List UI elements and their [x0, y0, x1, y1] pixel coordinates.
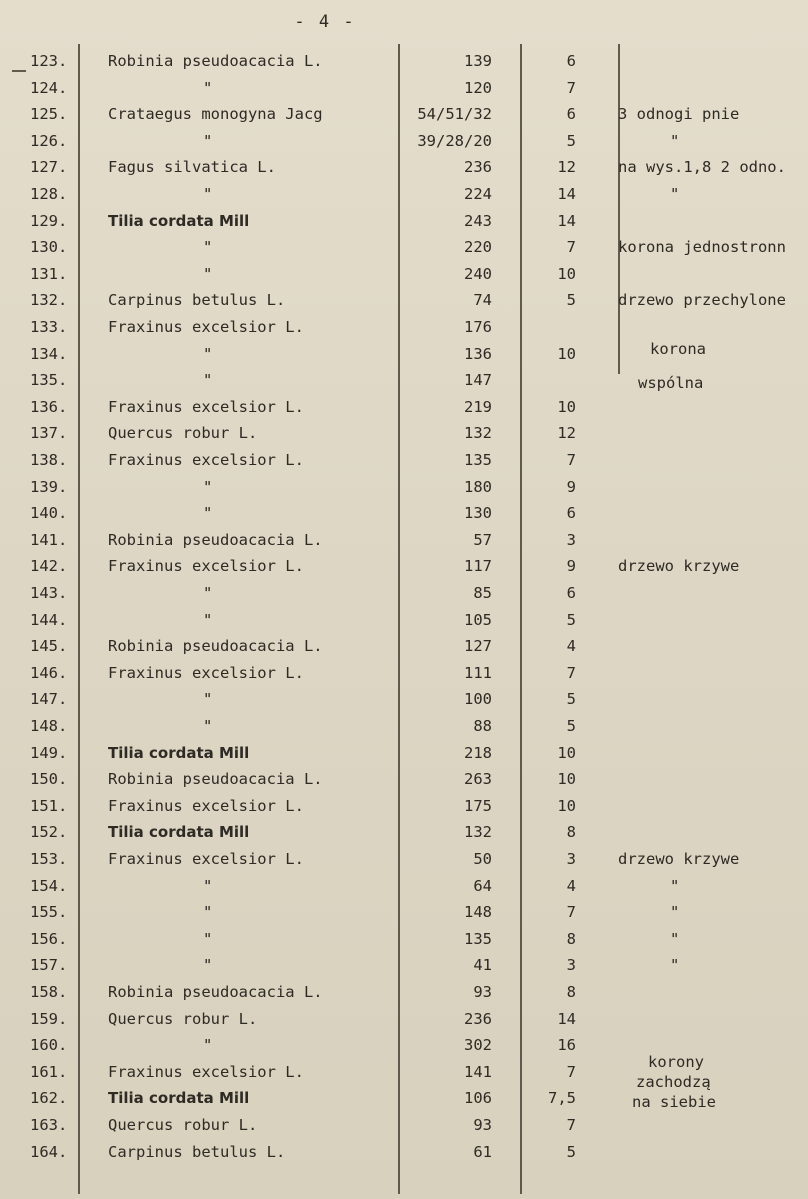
circumference: 132	[464, 424, 492, 443]
row-number: 130.	[30, 238, 68, 257]
table-row	[0, 265, 808, 291]
species-name: "	[203, 903, 213, 922]
row-number: 138.	[30, 451, 68, 469]
table-row	[0, 983, 808, 1009]
row-number: 157.	[30, 956, 68, 975]
tree-height: 7	[566, 1062, 576, 1081]
tree-height: 5	[566, 690, 576, 709]
circumference: 176	[464, 318, 492, 336]
species-name: Fraxinus excelsior L.	[108, 796, 304, 815]
species-name: Fraxinus excelsior L.	[108, 397, 304, 416]
circumference: 106	[464, 1089, 492, 1108]
species-name: "	[203, 344, 213, 363]
table-row	[0, 930, 808, 956]
species-name: Fraxinus excelsior L.	[108, 1062, 304, 1081]
table-row	[0, 238, 808, 264]
species-name: Carpinus betulus L.	[108, 1142, 286, 1161]
remark: "	[670, 903, 680, 922]
species-name: "	[203, 185, 213, 203]
tree-height: 4	[566, 876, 576, 895]
row-number: 125.	[30, 105, 68, 124]
species-name: Tilia cordata Mill	[108, 823, 250, 842]
species-name: Quercus robur L.	[108, 1009, 258, 1028]
circumference: 139	[464, 52, 492, 70]
species-name: Robinia pseudoacacia L.	[108, 530, 323, 549]
table-row	[0, 451, 808, 477]
species-name: "	[203, 876, 213, 895]
row-number: 142.	[30, 557, 68, 576]
table-row	[0, 637, 808, 663]
circumference: 120	[464, 78, 492, 97]
circumference: 220	[464, 238, 492, 257]
row-number: 140.	[30, 504, 68, 523]
row-number: 137.	[30, 424, 68, 443]
tree-height: 7,5	[548, 1089, 576, 1108]
row-number: 139.	[30, 477, 68, 496]
row-number: 128.	[30, 185, 68, 203]
circumference: 64	[473, 876, 492, 895]
table-row	[0, 424, 808, 450]
table-row	[0, 744, 808, 770]
table-row	[0, 291, 808, 317]
circumference: 302	[464, 1036, 492, 1055]
tree-height: 8	[566, 823, 576, 842]
species-name: "	[203, 584, 213, 602]
table-row	[0, 105, 808, 131]
table-row	[0, 664, 808, 690]
species-name: Fagus silvatica L.	[108, 158, 276, 177]
circumference: 135	[464, 929, 492, 948]
circumference: 243	[464, 211, 492, 230]
table-row	[0, 823, 808, 849]
tree-height: 10	[557, 344, 576, 363]
note-line: korony	[648, 1053, 704, 1071]
remark: "	[670, 131, 680, 150]
circumference: 105	[464, 610, 492, 629]
row-number: 124.	[30, 78, 68, 97]
row-number: 162.	[30, 1089, 68, 1108]
row-number: 145.	[30, 637, 68, 656]
remark: "	[670, 876, 680, 895]
species-name: "	[203, 717, 213, 735]
species-name: Tilia cordata Mill	[108, 211, 250, 230]
table-row	[0, 903, 808, 929]
circumference: 236	[464, 1009, 492, 1028]
row-number: 152.	[30, 823, 68, 842]
tree-height: 16	[557, 1036, 576, 1055]
row-number: 129.	[30, 211, 68, 230]
row-number: 132.	[30, 291, 68, 310]
species-name: Robinia pseudoacacia L.	[108, 52, 323, 70]
tree-height: 6	[566, 584, 576, 602]
circumference: 148	[464, 903, 492, 922]
table-row	[0, 531, 808, 557]
table-row	[0, 132, 808, 158]
row-number: 151.	[30, 796, 68, 815]
circumference: 236	[464, 158, 492, 177]
circumference: 54/51/32	[417, 105, 492, 124]
row-number: 159.	[30, 1009, 68, 1028]
row-number: 163.	[30, 1116, 68, 1134]
circumference: 180	[464, 477, 492, 496]
species-name: Tilia cordata Mill	[108, 1089, 250, 1108]
row-number: 156.	[30, 929, 68, 948]
circumference: 263	[464, 770, 492, 789]
species-name: Robinia pseudoacacia L.	[108, 983, 323, 1001]
species-name: "	[203, 690, 213, 709]
circumference: 132	[464, 823, 492, 842]
circumference: 39/28/20	[417, 131, 492, 150]
circumference: 100	[464, 690, 492, 709]
table-row	[0, 504, 808, 530]
table-row	[0, 877, 808, 903]
circumference: 57	[473, 530, 492, 549]
tree-height: 12	[557, 158, 576, 177]
tree-height: 10	[557, 796, 576, 815]
species-name: "	[203, 929, 213, 948]
table-row	[0, 797, 808, 823]
species-name: Fraxinus excelsior L.	[108, 663, 304, 682]
table-row	[0, 158, 808, 184]
tree-height: 7	[566, 78, 576, 97]
tree-height: 12	[557, 424, 576, 443]
tree-height: 3	[566, 956, 576, 975]
circumference: 175	[464, 796, 492, 815]
species-name: Tilia cordata Mill	[108, 743, 250, 762]
tree-height: 6	[566, 105, 576, 124]
tree-height: 9	[566, 557, 576, 576]
tree-height: 7	[566, 1116, 576, 1134]
circumference: 111	[464, 663, 492, 682]
row-number: 133.	[30, 318, 68, 336]
remark: drzewo krzywe	[618, 557, 740, 576]
circumference: 127	[464, 637, 492, 656]
table-row	[0, 557, 808, 583]
row-number: 161.	[30, 1062, 68, 1081]
species-name: "	[203, 504, 213, 523]
row-number: 123.	[30, 52, 68, 70]
tree-height: 6	[566, 52, 576, 70]
table-row	[0, 584, 808, 610]
row-number: 147.	[30, 690, 68, 709]
tree-height: 10	[557, 264, 576, 283]
tree-height: 7	[566, 238, 576, 257]
table-row	[0, 956, 808, 982]
species-name: "	[203, 78, 213, 97]
circumference: 93	[473, 1116, 492, 1134]
circumference: 240	[464, 264, 492, 283]
row-number: 153.	[30, 850, 68, 868]
circumference: 88	[473, 717, 492, 735]
species-name: Quercus robur L.	[108, 424, 258, 443]
table-row	[0, 690, 808, 716]
table-row	[0, 212, 808, 238]
tree-height: 3	[566, 850, 576, 868]
species-name: "	[203, 610, 213, 629]
circumference: 135	[464, 451, 492, 469]
tree-height: 7	[566, 663, 576, 682]
row-number: 141.	[30, 530, 68, 549]
species-name: "	[203, 477, 213, 496]
page-number: - 4 -	[294, 12, 356, 32]
row-number: 164.	[30, 1142, 68, 1161]
species-name: "	[203, 264, 213, 283]
tree-height: 5	[566, 610, 576, 629]
species-name: Fraxinus excelsior L.	[108, 557, 304, 576]
tree-height: 6	[566, 504, 576, 523]
note-korona-wspolna	[638, 332, 706, 400]
circumference: 218	[464, 743, 492, 762]
row-number: 127.	[30, 158, 68, 177]
circumference: 136	[464, 344, 492, 363]
species-name: "	[203, 1036, 213, 1055]
table-row	[0, 717, 808, 743]
tree-height: 8	[566, 929, 576, 948]
remark: drzewo krzywe	[618, 850, 740, 868]
circumference: 61	[473, 1142, 492, 1161]
row-number: 154.	[30, 876, 68, 895]
table-row	[0, 1143, 808, 1169]
species-name: "	[203, 371, 213, 390]
species-name: Carpinus betulus L.	[108, 291, 286, 310]
circumference: 85	[473, 584, 492, 602]
row-number: 131.	[30, 264, 68, 283]
remark: drzewo przechylone	[618, 291, 786, 310]
row-number: 148.	[30, 717, 68, 735]
note-line: wspólna	[638, 374, 704, 392]
tree-height: 5	[566, 291, 576, 310]
table-row	[0, 1116, 808, 1142]
species-name: Fraxinus excelsior L.	[108, 451, 304, 469]
circumference: 147	[464, 371, 492, 390]
species-name: Robinia pseudoacacia L.	[108, 637, 323, 656]
remark: "	[670, 185, 680, 203]
species-name: Quercus robur L.	[108, 1116, 258, 1134]
species-name: Fraxinus excelsior L.	[108, 850, 304, 868]
tree-height: 7	[566, 903, 576, 922]
row-number: 149.	[30, 743, 68, 762]
tree-height: 14	[557, 1009, 576, 1028]
table-row	[0, 398, 808, 424]
table-row	[0, 770, 808, 796]
circumference: 130	[464, 504, 492, 523]
circumference: 93	[473, 983, 492, 1001]
species-name: "	[203, 956, 213, 975]
row-number: 135.	[30, 371, 68, 390]
note-line: zachodzą	[636, 1073, 711, 1091]
table-row	[0, 79, 808, 105]
circumference: 50	[473, 850, 492, 868]
tree-height: 4	[566, 637, 576, 656]
row-number: 150.	[30, 770, 68, 789]
circumference: 117	[464, 557, 492, 576]
tree-height: 10	[557, 770, 576, 789]
row-number: 134.	[30, 344, 68, 363]
note-korony-zachodza	[632, 1052, 716, 1112]
tree-height: 8	[566, 983, 576, 1001]
table-row	[0, 52, 808, 78]
species-name: Robinia pseudoacacia L.	[108, 770, 323, 789]
table-row	[0, 478, 808, 504]
tree-height: 5	[566, 1142, 576, 1161]
circumference: 219	[464, 397, 492, 416]
species-name: "	[203, 131, 213, 150]
note-line: na siebie	[632, 1093, 716, 1111]
remark: korona jednostronn	[618, 238, 786, 257]
species-name: Crataegus monogyna Jacg	[108, 105, 323, 124]
circumference: 224	[464, 185, 492, 203]
table-row	[0, 611, 808, 637]
circumference: 74	[473, 291, 492, 310]
row-number: 136.	[30, 397, 68, 416]
remark: "	[670, 956, 680, 975]
remark: 3 odnogi pnie	[618, 105, 740, 124]
remark: "	[670, 929, 680, 948]
row-number: 146.	[30, 663, 68, 682]
table-row	[0, 850, 808, 876]
circumference: 141	[464, 1062, 492, 1081]
tree-height: 10	[557, 397, 576, 416]
circumference: 41	[473, 956, 492, 975]
row-number: 143.	[30, 584, 68, 602]
remark: na wys.1,8 2 odno.	[618, 158, 786, 177]
note-line: korona	[650, 340, 706, 358]
row-number: 126.	[30, 131, 68, 150]
row-number: 160.	[30, 1036, 68, 1055]
tree-height: 3	[566, 530, 576, 549]
tree-height: 14	[557, 185, 576, 203]
tree-height: 7	[566, 451, 576, 469]
row-number: 155.	[30, 903, 68, 922]
species-name: "	[203, 238, 213, 257]
tree-height: 5	[566, 717, 576, 735]
tree-height: 5	[566, 131, 576, 150]
table-row	[0, 185, 808, 211]
species-name: Fraxinus excelsior L.	[108, 318, 304, 336]
row-number: 158.	[30, 983, 68, 1001]
row-number: 144.	[30, 610, 68, 629]
tree-height: 14	[557, 211, 576, 230]
table-row	[0, 1010, 808, 1036]
tree-height: 10	[557, 743, 576, 762]
tree-height: 9	[566, 477, 576, 496]
